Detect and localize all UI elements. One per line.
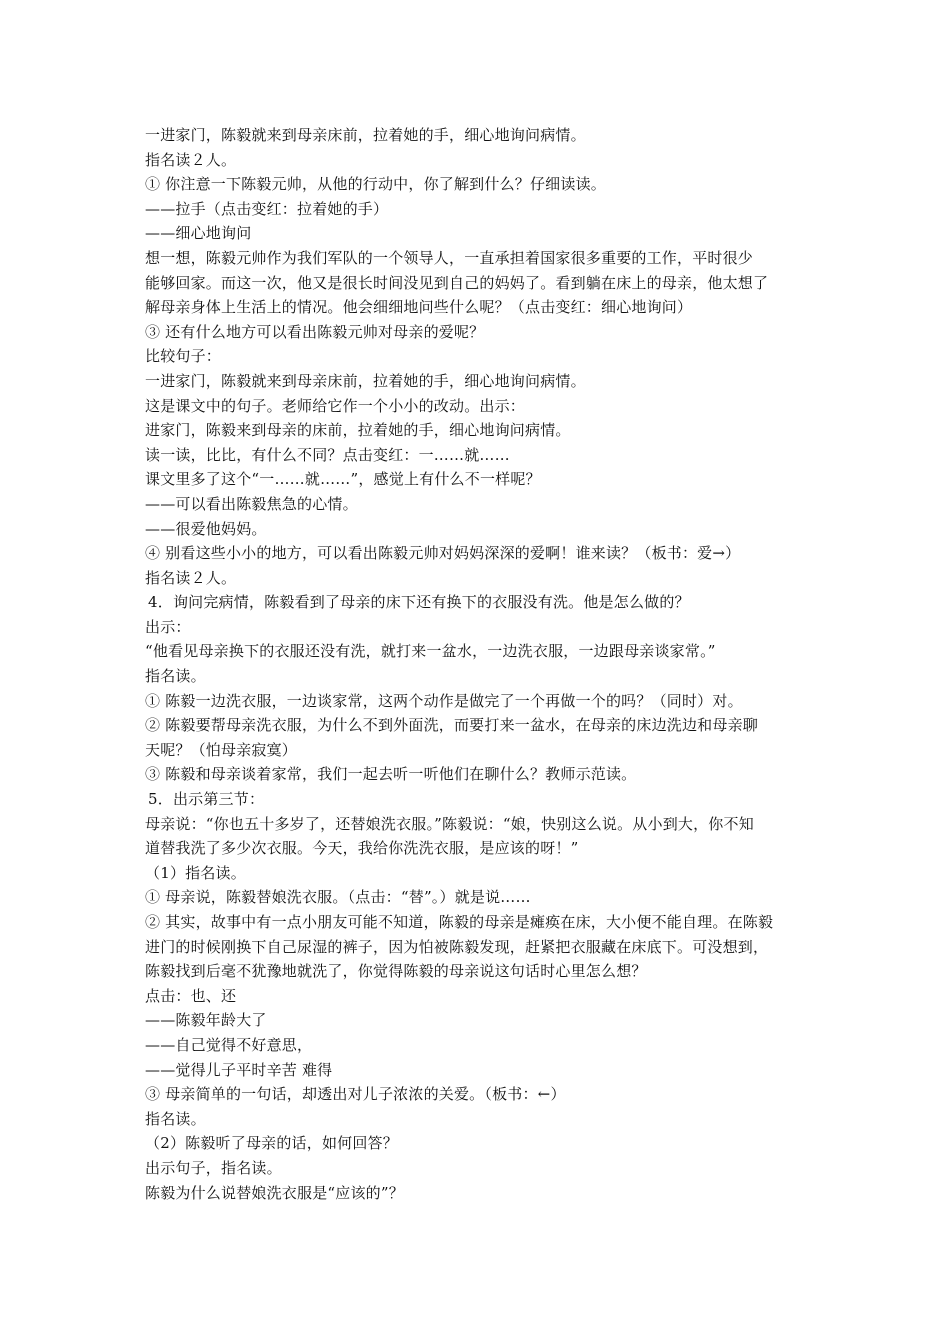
text-line: ——觉得儿子平时辛苦 难得	[145, 1060, 333, 1079]
text-line: ③ 母亲简单的一句话，却透出对儿子浓浓的关爱。（板书：←）	[145, 1085, 566, 1104]
text-line: ——自己觉得不好意思，	[145, 1035, 313, 1054]
text-line: 进门的时候刚换下自己尿湿的裤子，因为怕被陈毅发现，赶紧把衣服藏在床底下。可没想到，	[145, 937, 769, 956]
text-line: 母亲说：“你也五十多岁了，还替娘洗衣服。”陈毅说：“娘，快别这么说。从小到大，你不知	[145, 814, 754, 833]
text-line: 陈毅为什么说替娘洗衣服是“应该的”？	[145, 1183, 404, 1202]
text-line: 一进家门，陈毅就来到母亲床前，拉着她的手，细心地询问病情。	[145, 371, 586, 390]
text-line: ② 其实，故事中有一点小朋友可能不知道，陈毅的母亲是瘫痪在床，大小便不能自理。在陈毅	[145, 913, 774, 931]
text-line: ③ 还有什么地方可以看出陈毅元帅对母亲的爱呢？	[145, 322, 485, 341]
text-line: 5．出示第三节：	[148, 790, 265, 809]
text-line: ——拉手（点击变红：拉着她的手）	[145, 199, 389, 218]
text-line: 指名读。	[145, 1109, 206, 1128]
text-line: 出示句子，指名读。	[145, 1158, 282, 1177]
text-line: ① 母亲说，陈毅替娘洗衣服。（点击：“替”。）就是说……	[145, 888, 531, 907]
text-line: ① 陈毅一边洗衣服，一边谈家常，这两个动作是做完了一个再做一个的吗？（同时）对。	[145, 691, 743, 710]
text-line: ——陈毅年龄大了	[145, 1011, 267, 1030]
text-line: 道替我洗了多少次衣服。今天，我给你洗洗衣服，是应该的呀！”	[145, 839, 579, 858]
text-line: 想一想，陈毅元帅作为我们军队的一个领导人，一直承担着国家很多重要的工作，平时很少	[145, 248, 754, 267]
text-line: ——很爱他妈妈。	[145, 519, 267, 538]
text-line: 陈毅找到后毫不犹豫地就洗了，你觉得陈毅的母亲说这句话时心里怎么想？	[145, 962, 647, 981]
text-line: “他看见母亲换下的衣服还没有洗，就打来一盆水，一边洗衣服，一边跟母亲谈家常。”	[145, 642, 716, 661]
text-line: 指名读２人。	[145, 568, 237, 587]
text-line: ④ 别看这些小小的地方，可以看出陈毅元帅对妈妈深深的爱啊！谁来读？（板书：爱→）	[145, 544, 741, 563]
text-line: 比较句子：	[145, 347, 222, 366]
text-line: ——细心地询问	[145, 224, 252, 243]
text-line: 指名读。	[145, 667, 206, 686]
text-line: 一进家门，陈毅就来到母亲床前，拉着她的手，细心地询问病情。	[145, 126, 586, 144]
text-line: 能够回家。而这一次，他又是很长时间没见到自己的妈妈了。看到躺在床上的母亲，他太想了	[145, 273, 769, 292]
text-line: ③ 陈毅和母亲谈着家常，我们一起去听一听他们在聊什么？教师示范读。	[145, 765, 637, 784]
text-line: 课文里多了这个“一……就……”，感觉上有什么不一样呢？	[145, 470, 541, 489]
text-line: 解母亲身体上生活上的情况。他会细细地问些什么呢？（点击变红：细心地询问）	[145, 298, 693, 317]
text-line: 指名读２人。	[145, 150, 237, 169]
text-line: 4．询问完病情，陈毅看到了母亲的床下还有换下的衣服没有洗。他是怎么做的？	[148, 593, 690, 612]
text-line: （2）陈毅听了母亲的话，如何回答？	[145, 1134, 398, 1153]
text-line: ① 你注意一下陈毅元帅，从他的行动中，你了解到什么？仔细读读。	[145, 175, 606, 194]
text-line: 这是课文中的句子。老师给它作一个小小的改动。出示：	[145, 396, 526, 415]
text-line: 出示：	[145, 617, 191, 636]
text-line: （1）指名读。	[145, 863, 246, 882]
text-line: 读一读，比比，有什么不同？点击变红：一……就……	[145, 445, 510, 464]
text-line: ② 陈毅要帮母亲洗衣服，为什么不到外面洗，而要打来一盆水，在母亲的床边洗边和母亲聊	[145, 716, 758, 735]
text-line: 进家门，陈毅来到母亲的床前，拉着她的手，细心地询问病情。	[145, 421, 571, 440]
text-line: ——可以看出陈毅焦急的心情。	[145, 494, 358, 513]
document-page	[145, 123, 815, 1205]
text-line: 点击：也、还	[145, 986, 237, 1005]
text-line: 天呢？（怕母亲寂寞）	[145, 740, 298, 759]
